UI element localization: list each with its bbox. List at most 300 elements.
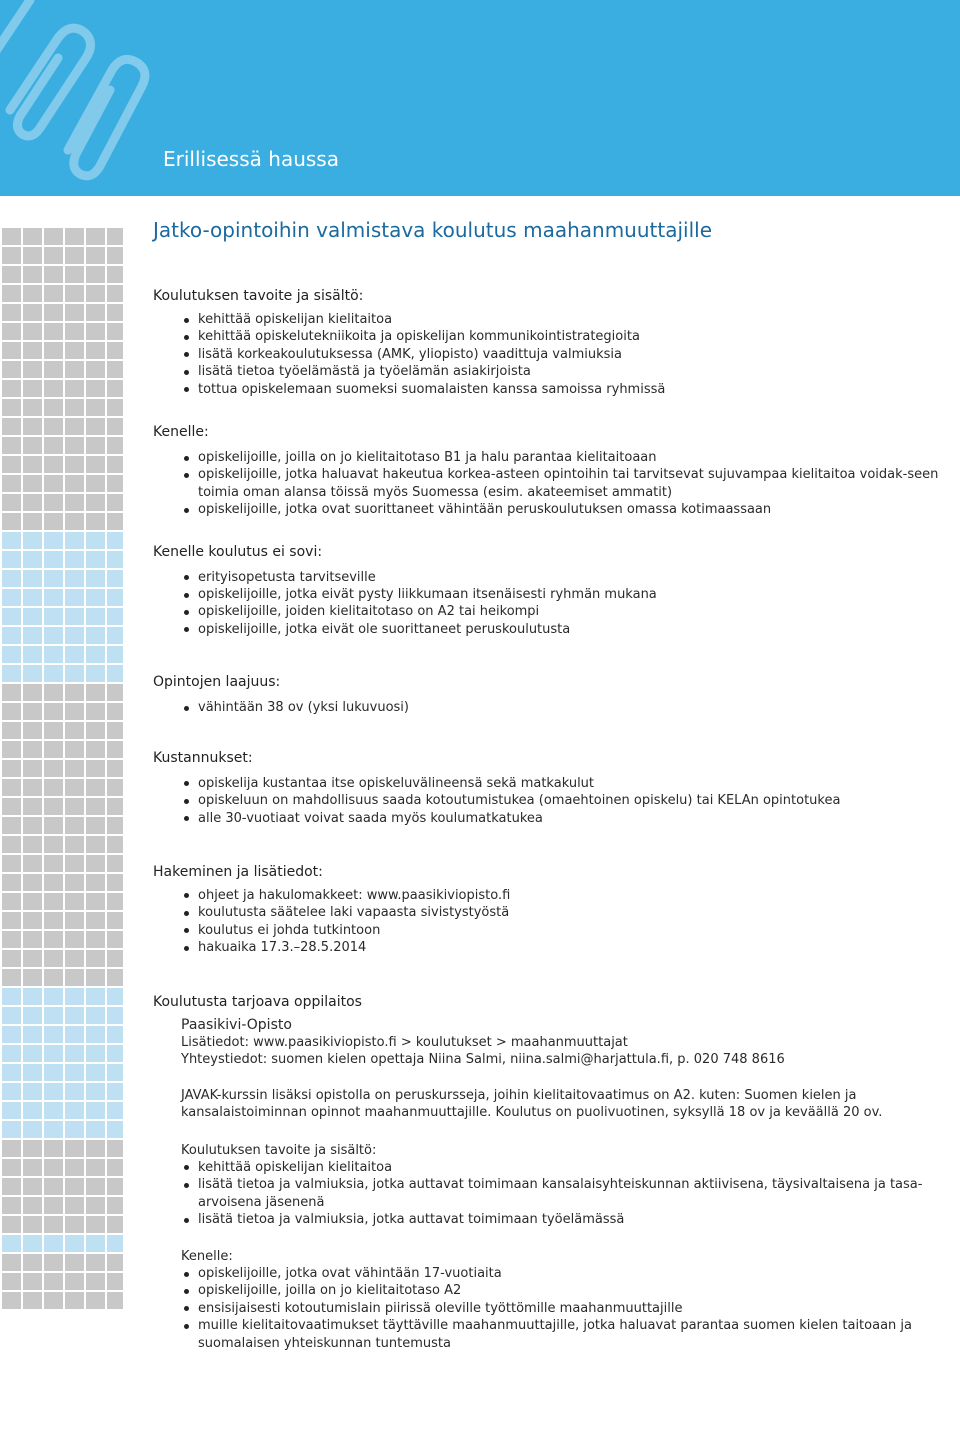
- grid-cell: [65, 703, 84, 720]
- grid-cell: [86, 1121, 105, 1138]
- grid-cell: [86, 247, 105, 264]
- grid-cell: [107, 912, 123, 929]
- grid-cell: [86, 380, 105, 397]
- grid-cell: [23, 1007, 42, 1024]
- list-item: kehittää opiskelijan kielitaitoa: [153, 1159, 943, 1176]
- grid-cell: [2, 551, 21, 568]
- paperclip-decoration-icon: [0, 0, 170, 196]
- grid-cell: [65, 494, 84, 511]
- grid-cell: [44, 494, 63, 511]
- grid-cell: [23, 228, 42, 245]
- grid-cell: [86, 893, 105, 910]
- grid-cell: [44, 570, 63, 587]
- grid-cell: [44, 646, 63, 663]
- grid-cell: [23, 608, 42, 625]
- grid-cell: [23, 1254, 42, 1271]
- grid-cell: [44, 1026, 63, 1043]
- grid-cell: [65, 285, 84, 302]
- grid-cell: [2, 589, 21, 606]
- institution-info: Lisätiedot: www.paasikiviopisto.fi > koulutukset > maahanmuuttajat: [181, 1034, 628, 1050]
- grid-cell: [107, 1140, 123, 1157]
- grid-cell: [23, 798, 42, 815]
- grid-cell: [2, 1140, 21, 1157]
- grid-cell: [86, 475, 105, 492]
- grid-cell: [23, 399, 42, 416]
- grid-cell: [107, 1045, 123, 1062]
- grid-cell: [2, 380, 21, 397]
- grid-cell: [2, 931, 21, 948]
- grid-cell: [65, 1007, 84, 1024]
- grid-cell: [86, 513, 105, 530]
- grid-cell: [23, 418, 42, 435]
- bullet-list: [153, 449, 943, 519]
- grid-cell: [86, 798, 105, 815]
- grid-cell: [107, 665, 123, 682]
- grid-cell: [23, 266, 42, 283]
- grid-cell: [2, 342, 21, 359]
- main-title: Jatko-opintoihin valmistava koulutus maahanmuuttajille: [153, 218, 712, 242]
- grid-cell: [65, 1064, 84, 1081]
- grid-cell: [44, 855, 63, 872]
- grid-cell: [44, 1178, 63, 1195]
- grid-cell: [107, 361, 123, 378]
- grid-cell: [44, 285, 63, 302]
- grid-cell: [107, 456, 123, 473]
- section-block: [153, 674, 943, 716]
- grid-cell: [65, 627, 84, 644]
- grid-cell: [23, 646, 42, 663]
- grid-cell: [44, 703, 63, 720]
- list-item: ensisijaisesti kotoutumislain piirissä oleville työttömille maahanmuuttajille: [153, 1300, 943, 1317]
- grid-cell: [2, 1292, 21, 1309]
- grid-cell: [107, 798, 123, 815]
- grid-cell: [2, 1159, 21, 1176]
- grid-cell: [86, 570, 105, 587]
- grid-cell: [107, 1273, 123, 1290]
- grid-cell: [2, 684, 21, 701]
- grid-cell: [23, 627, 42, 644]
- grid-cell: [2, 874, 21, 891]
- grid-cell: [65, 779, 84, 796]
- grid-cell: [44, 931, 63, 948]
- grid-cell: [86, 1102, 105, 1119]
- grid-cell: [2, 646, 21, 663]
- grid-cell: [23, 1178, 42, 1195]
- grid-cell: [107, 247, 123, 264]
- grid-cell: [86, 931, 105, 948]
- grid-cell: [44, 950, 63, 967]
- grid-cell: [107, 1007, 123, 1024]
- grid-cell: [107, 1064, 123, 1081]
- grid-cell: [86, 1273, 105, 1290]
- grid-cell: [23, 1216, 42, 1233]
- grid-cell: [65, 950, 84, 967]
- grid-cell: [86, 323, 105, 340]
- grid-cell: [44, 684, 63, 701]
- grid-cell: [2, 228, 21, 245]
- grid-cell: [23, 893, 42, 910]
- grid-cell: [86, 304, 105, 321]
- grid-cell: [44, 1197, 63, 1214]
- grid-cell: [107, 627, 123, 644]
- grid-cell: [2, 798, 21, 815]
- grid-cell: [2, 1216, 21, 1233]
- grid-cell: [65, 798, 84, 815]
- grid-cell: [23, 1273, 42, 1290]
- grid-cell: [2, 1254, 21, 1271]
- grid-cell: [44, 437, 63, 454]
- grid-cell: [2, 665, 21, 682]
- grid-cell: [86, 665, 105, 682]
- grid-cell: [2, 570, 21, 587]
- grid-cell: [23, 874, 42, 891]
- grid-cell: [23, 855, 42, 872]
- grid-cell: [44, 380, 63, 397]
- grid-cell: [2, 266, 21, 283]
- grid-cell: [65, 1178, 84, 1195]
- grid-cell: [23, 285, 42, 302]
- grid-cell: [107, 513, 123, 530]
- grid-cell: [2, 893, 21, 910]
- grid-cell: [86, 494, 105, 511]
- grid-cell: [107, 551, 123, 568]
- grid-cell: [2, 304, 21, 321]
- grid-cell: [107, 855, 123, 872]
- grid-cell: [23, 551, 42, 568]
- grid-cell: [23, 1235, 42, 1252]
- list-item: opiskelijoille, joilla on jo kielitaitotaso B1 ja halu parantaa kielitaitoaan: [153, 449, 943, 466]
- grid-pattern: [0, 226, 132, 1301]
- grid-cell: [23, 570, 42, 587]
- grid-cell: [44, 1292, 63, 1309]
- grid-cell: [44, 722, 63, 739]
- grid-cell: [65, 1121, 84, 1138]
- grid-cell: [86, 855, 105, 872]
- list-item: tottua opiskelemaan suomeksi suomalaisten kanssa samoissa ryhmissä: [153, 381, 943, 398]
- grid-cell: [86, 608, 105, 625]
- grid-cell: [107, 1121, 123, 1138]
- grid-cell: [107, 1254, 123, 1271]
- grid-cell: [23, 1064, 42, 1081]
- grid-cell: [44, 779, 63, 796]
- list-item: lisätä tietoa työelämästä ja työelämän asiakirjoista: [153, 363, 943, 380]
- section-heading: Kustannukset:: [153, 749, 253, 766]
- grid-cell: [2, 456, 21, 473]
- grid-cell: [107, 1102, 123, 1119]
- grid-cell: [86, 1235, 105, 1252]
- grid-cell: [2, 1235, 21, 1252]
- grid-cell: [86, 817, 105, 834]
- list-item: opiskelijoille, jotka ovat suorittaneet vähintään peruskoulutuksen omassa kotimaassaan: [153, 501, 943, 518]
- grid-cell: [86, 589, 105, 606]
- grid-cell: [44, 817, 63, 834]
- grid-cell: [23, 475, 42, 492]
- list-item: opiskelijoille, jotka eivät pysty liikkumaan itsenäisesti ryhmän mukana: [153, 586, 943, 603]
- bullet-list: [153, 699, 943, 716]
- grid-cell: [23, 342, 42, 359]
- grid-cell: [107, 285, 123, 302]
- grid-cell: [44, 475, 63, 492]
- grid-cell: [86, 361, 105, 378]
- grid-cell: [23, 969, 42, 986]
- grid-cell: [2, 247, 21, 264]
- grid-cell: [23, 532, 42, 549]
- grid-cell: [65, 513, 84, 530]
- grid-cell: [23, 988, 42, 1005]
- grid-cell: [86, 684, 105, 701]
- decorative-grid: [0, 226, 132, 1440]
- grid-cell: [65, 399, 84, 416]
- grid-cell: [44, 1159, 63, 1176]
- grid-cell: [65, 228, 84, 245]
- grid-cell: [2, 988, 21, 1005]
- grid-cell: [44, 399, 63, 416]
- list-item: lisätä tietoa ja valmiuksia, jotka auttavat toimimaan kansalaisyhteiskunnan aktiivisena, täysivaltaisena ja tasa-arvoisena jäsenenä: [153, 1176, 943, 1211]
- list-item: muille kielitaitovaatimukset täyttäville maahanmuuttajille, jotka haluavat parantaa suomen kielen taitoaan ja suomalaisen yhteiskunnan tuntemusta: [153, 1317, 943, 1352]
- grid-cell: [23, 361, 42, 378]
- grid-cell: [86, 456, 105, 473]
- grid-cell: [44, 1045, 63, 1062]
- grid-cell: [2, 1045, 21, 1062]
- grid-cell: [23, 1102, 42, 1119]
- grid-cell: [44, 627, 63, 644]
- grid-cell: [65, 589, 84, 606]
- grid-cell: [107, 1178, 123, 1195]
- grid-cell: [65, 969, 84, 986]
- grid-cell: [23, 304, 42, 321]
- grid-cell: [2, 855, 21, 872]
- grid-cell: [65, 874, 84, 891]
- bullet-list: [153, 775, 943, 827]
- grid-cell: [44, 1064, 63, 1081]
- grid-cell: [23, 456, 42, 473]
- grid-cell: [107, 266, 123, 283]
- grid-cell: [86, 1083, 105, 1100]
- grid-cell: [107, 874, 123, 891]
- grid-cell: [107, 931, 123, 948]
- grid-cell: [107, 760, 123, 777]
- grid-cell: [107, 228, 123, 245]
- grid-cell: [107, 950, 123, 967]
- grid-cell: [2, 1102, 21, 1119]
- grid-cell: [44, 969, 63, 986]
- grid-cell: [65, 684, 84, 701]
- grid-cell: [107, 684, 123, 701]
- grid-cell: [44, 741, 63, 758]
- list-item: opiskelijoille, joilla on jo kielitaitotaso A2: [153, 1282, 943, 1299]
- grid-cell: [107, 1159, 123, 1176]
- grid-cell: [44, 323, 63, 340]
- bullet-list: [153, 311, 943, 398]
- grid-cell: [44, 532, 63, 549]
- grid-cell: [86, 646, 105, 663]
- grid-cell: [65, 1197, 84, 1214]
- grid-cell: [23, 1292, 42, 1309]
- grid-cell: [65, 475, 84, 492]
- grid-cell: [23, 741, 42, 758]
- grid-cell: [44, 912, 63, 929]
- bullet-list: [153, 569, 943, 639]
- grid-cell: [107, 646, 123, 663]
- grid-cell: [86, 1045, 105, 1062]
- list-item: erityisopetusta tarvitseville: [153, 569, 943, 586]
- grid-cell: [2, 608, 21, 625]
- grid-cell: [65, 456, 84, 473]
- grid-cell: [2, 969, 21, 986]
- grid-cell: [44, 760, 63, 777]
- grid-cell: [86, 1064, 105, 1081]
- grid-cell: [86, 1178, 105, 1195]
- list-item: vähintään 38 ov (yksi lukuvuosi): [153, 699, 943, 716]
- grid-cell: [2, 703, 21, 720]
- grid-cell: [65, 1273, 84, 1290]
- grid-cell: [23, 931, 42, 948]
- grid-cell: [107, 741, 123, 758]
- grid-cell: [23, 684, 42, 701]
- grid-cell: [65, 1216, 84, 1233]
- grid-cell: [44, 456, 63, 473]
- institution-for-heading: Kenelle:: [181, 1248, 233, 1264]
- grid-cell: [2, 399, 21, 416]
- grid-cell: [23, 703, 42, 720]
- grid-cell: [65, 817, 84, 834]
- grid-cell: [86, 627, 105, 644]
- section-heading: Kenelle koulutus ei sovi:: [153, 543, 323, 560]
- grid-cell: [86, 950, 105, 967]
- grid-cell: [107, 380, 123, 397]
- grid-cell: [65, 1254, 84, 1271]
- grid-cell: [44, 304, 63, 321]
- grid-cell: [2, 817, 21, 834]
- institution-contact: Yhteystiedot: suomen kielen opettaja Niina Salmi, niina.salmi@harjattula.fi, p. 020 748 8616: [181, 1052, 785, 1068]
- grid-cell: [86, 1292, 105, 1309]
- grid-cell: [107, 570, 123, 587]
- page-number: 20: [52, 1411, 87, 1440]
- grid-cell: [44, 342, 63, 359]
- grid-cell: [65, 608, 84, 625]
- grid-cell: [65, 437, 84, 454]
- grid-cell: [23, 437, 42, 454]
- grid-cell: [2, 475, 21, 492]
- grid-cell: [65, 551, 84, 568]
- section-block: [153, 544, 943, 639]
- grid-cell: [23, 722, 42, 739]
- grid-cell: [65, 1102, 84, 1119]
- grid-cell: [86, 266, 105, 283]
- grid-cell: [23, 1083, 42, 1100]
- grid-cell: [44, 1254, 63, 1271]
- list-item: kehittää opiskelutekniikoita ja opiskelijan kommunikointistrategioita: [153, 328, 943, 345]
- grid-cell: [107, 836, 123, 853]
- institution-name: Paasikivi-Opisto: [181, 1016, 292, 1033]
- grid-cell: [86, 285, 105, 302]
- grid-cell: [44, 513, 63, 530]
- grid-cell: [107, 589, 123, 606]
- grid-cell: [107, 1197, 123, 1214]
- grid-cell: [2, 1121, 21, 1138]
- grid-cell: [23, 1197, 42, 1214]
- grid-cell: [86, 836, 105, 853]
- grid-cell: [2, 418, 21, 435]
- grid-cell: [86, 1216, 105, 1233]
- grid-cell: [107, 893, 123, 910]
- grid-cell: [65, 342, 84, 359]
- grid-cell: [23, 760, 42, 777]
- grid-cell: [86, 969, 105, 986]
- list-item: lisätä korkeakoulutuksessa (AMK, yliopisto) vaadittuja valmiuksia: [153, 346, 943, 363]
- institution-goal-list: [153, 1159, 943, 1229]
- grid-cell: [2, 1064, 21, 1081]
- grid-cell: [86, 437, 105, 454]
- grid-cell: [44, 798, 63, 815]
- grid-cell: [44, 1121, 63, 1138]
- grid-cell: [107, 1216, 123, 1233]
- grid-cell: [23, 1045, 42, 1062]
- grid-cell: [44, 1083, 63, 1100]
- grid-cell: [107, 532, 123, 549]
- grid-cell: [65, 722, 84, 739]
- grid-cell: [23, 912, 42, 929]
- institution-goal-heading: Koulutuksen tavoite ja sisältö:: [181, 1142, 377, 1158]
- section-block: [153, 288, 943, 398]
- list-item: hakuaika 17.3.–28.5.2014: [153, 939, 943, 956]
- section-block: [153, 864, 943, 957]
- grid-cell: [44, 266, 63, 283]
- grid-cell: [86, 722, 105, 739]
- list-item: alle 30-vuotiaat voivat saada myös koulumatkatukea: [153, 810, 943, 827]
- list-item: ohjeet ja hakulomakkeet: www.paasikiviopisto.fi: [153, 887, 943, 904]
- grid-cell: [86, 532, 105, 549]
- grid-cell: [2, 627, 21, 644]
- grid-cell: [65, 380, 84, 397]
- grid-cell: [86, 399, 105, 416]
- grid-cell: [65, 1083, 84, 1100]
- list-item: opiskelijoille, joiden kielitaitotaso on A2 tai heikompi: [153, 603, 943, 620]
- grid-cell: [65, 1159, 84, 1176]
- grid-cell: [2, 532, 21, 549]
- grid-cell: [23, 589, 42, 606]
- grid-cell: [2, 1026, 21, 1043]
- grid-cell: [86, 912, 105, 929]
- grid-cell: [86, 703, 105, 720]
- grid-cell: [44, 1216, 63, 1233]
- grid-cell: [65, 532, 84, 549]
- grid-cell: [2, 1197, 21, 1214]
- grid-cell: [107, 304, 123, 321]
- grid-cell: [65, 760, 84, 777]
- institution-section: [153, 994, 943, 1353]
- section-block: [153, 424, 943, 519]
- grid-cell: [2, 1273, 21, 1290]
- list-item: koulutusta säätelee laki vapaasta sivistystyöstä: [153, 904, 943, 921]
- section-block: [153, 750, 943, 827]
- grid-cell: [107, 969, 123, 986]
- list-item: opiskelijoille, jotka haluavat hakeutua korkea-asteen opintoihin tai tarvitsevat sujuvampaa kielitaitoa voidak-seen toimia oman alansa töissä myös Suomessa (esim. akateemiset ammatit): [153, 466, 943, 501]
- institution-for-list: [153, 1265, 943, 1352]
- grid-cell: [86, 1254, 105, 1271]
- grid-cell: [86, 988, 105, 1005]
- grid-cell: [2, 323, 21, 340]
- grid-cell: [65, 247, 84, 264]
- section-title: Erillisessä haussa: [163, 147, 339, 171]
- grid-cell: [44, 1235, 63, 1252]
- grid-cell: [65, 836, 84, 853]
- grid-cell: [65, 361, 84, 378]
- grid-cell: [44, 988, 63, 1005]
- grid-cell: [86, 779, 105, 796]
- grid-cell: [86, 1026, 105, 1043]
- grid-cell: [2, 1083, 21, 1100]
